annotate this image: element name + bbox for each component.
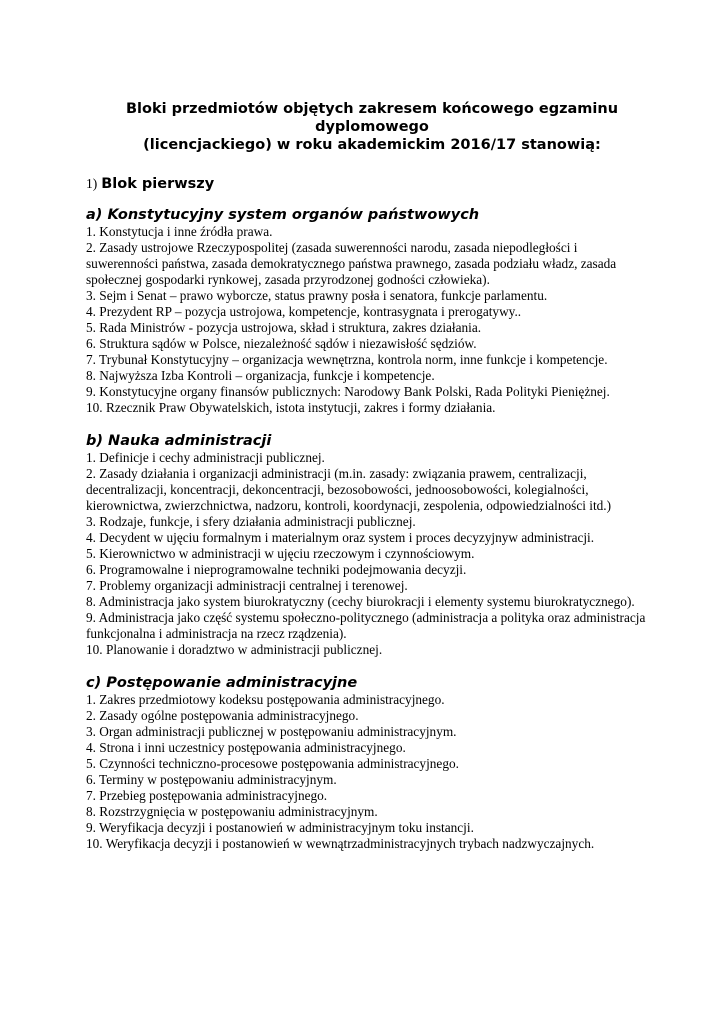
list-item: 9. Konstytucyjne organy finansów publicznych: Narodowy Bank Polski, Rada Polityki Pieniężnej. — [86, 384, 610, 399]
section-administrative-procedure — [86, 674, 646, 852]
list-item: 1. Zakres przedmiotowy kodeksu postępowania administracyjnego. — [86, 692, 445, 707]
block-heading — [86, 174, 646, 194]
list-item: 10. Rzecznik Praw Obywatelskich, istota instytucji, zakres i formy działania. — [86, 400, 496, 415]
title-line-2: (licencjackiego) w roku akademickim 2016/17 stanowią: — [143, 137, 601, 153]
list-item: 6. Terminy w postępowaniu administracyjnym. — [86, 772, 337, 787]
list-item: 2. Zasady ustrojowe Rzeczypospolitej (zasada suwerenności narodu, zasada niepodległości i suwerenności państwa, zasada demokratycznego państwa prawnego, zasada podziału władz, zasada społecznej gospodarki rynkowej, zasada przyrodzonej godności człowieka). — [86, 240, 617, 287]
list-item: 4. Prezydent RP – pozycja ustrojowa, kompetencje, kontrasygnata i prerogatywy.. — [86, 304, 522, 319]
section-heading: a) Konstytucyjny system organów państwowych — [86, 207, 480, 223]
list-item: 8. Administracja jako system biurokratyczny (cechy biurokracji i elementy systemu biurokratycznego). — [86, 594, 635, 609]
section-item-list — [86, 692, 646, 852]
list-item: 5. Rada Ministrów - pozycja ustrojowa, skład i struktura, zakres działania. — [86, 320, 482, 335]
list-item: 6. Struktura sądów w Polsce, niezależność sądów i niezawisłość sędziów. — [86, 336, 477, 351]
list-item: 9. Weryfikacja decyzji i postanowień w administracyjnym toku instancji. — [86, 820, 474, 835]
block-name: Blok pierwszy — [101, 176, 215, 192]
section-item-list — [86, 450, 646, 658]
list-item: 2. Zasady ogólne postępowania administracyjnego. — [86, 708, 359, 723]
section-administration-science — [86, 432, 646, 658]
list-item: 8. Rozstrzygnięcia w postępowaniu administracyjnym. — [86, 804, 378, 819]
section-item-list — [86, 224, 646, 416]
section-constitutional-system — [86, 206, 646, 416]
section-heading: c) Postępowanie administracyjne — [86, 675, 358, 691]
block-number: 1) — [86, 176, 98, 191]
list-item: 8. Najwyższa Izba Kontroli – organizacja, funkcje i kompetencje. — [86, 368, 435, 383]
list-item: 3. Sejm i Senat – prawo wyborcze, status prawny posła i senatora, funkcje parlamentu. — [86, 288, 548, 303]
list-item: 9. Administracja jako część systemu społeczno-politycznego (administracja a polityka oraz administracja funkcjonalna i administracja na rzecz rządzenia). — [86, 610, 646, 641]
list-item: 5. Czynności techniczno-procesowe postępowania administracyjnego. — [86, 756, 459, 771]
list-item: 5. Kierownictwo w administracji w ujęciu rzeczowym i czynnościowym. — [86, 546, 475, 561]
list-item: 4. Strona i inni uczestnicy postępowania administracyjnego. — [86, 740, 406, 755]
document-title — [82, 100, 662, 154]
list-item: 1. Definicje i cechy administracji publicznej. — [86, 450, 325, 465]
title-line-1: Bloki przedmiotów objętych zakresem końcowego egzaminu dyplomowego — [125, 101, 619, 135]
list-item: 10. Weryfikacja decyzji i postanowień w wewnątrzadministracyjnych trybach nadzwyczajnych. — [86, 836, 595, 851]
list-item: 4. Decydent w ujęciu formalnym i materialnym oraz system i proces decyzyjnyw administracji. — [86, 530, 595, 545]
section-heading: b) Nauka administracji — [86, 433, 272, 449]
list-item: 6. Programowalne i nieprogramowalne techniki podejmowania decyzji. — [86, 562, 467, 577]
list-item: 1. Konstytucja i inne źródła prawa. — [86, 224, 273, 239]
list-item: 3. Rodzaje, funkcje, i sfery działania administracji publicznej. — [86, 514, 416, 529]
sections-container — [86, 206, 646, 852]
list-item: 7. Przebieg postępowania administracyjnego. — [86, 788, 328, 803]
list-item: 3. Organ administracji publicznej w postępowaniu administracyjnym. — [86, 724, 457, 739]
list-item: 7. Trybunał Konstytucyjny – organizacja wewnętrzna, kontrola norm, inne funkcje i kompetencje. — [86, 352, 608, 367]
list-item: 10. Planowanie i doradztwo w administracji publicznej. — [86, 642, 383, 657]
document-page — [86, 100, 646, 868]
list-item: 2. Zasady działania i organizacji administracji (m.in. zasady: związania prawem, centralizacji, decentralizacji, koncentracji, dekoncentracji, bezosobowości, jednoosobowości, kolegialności, kierownictwa, zwierzchnictwa, nadzoru, kontroli, koordynacji, zespolenia, odpowiedzialności itd.) — [86, 466, 612, 513]
list-item: 7. Problemy organizacji administracji centralnej i terenowej. — [86, 578, 408, 593]
